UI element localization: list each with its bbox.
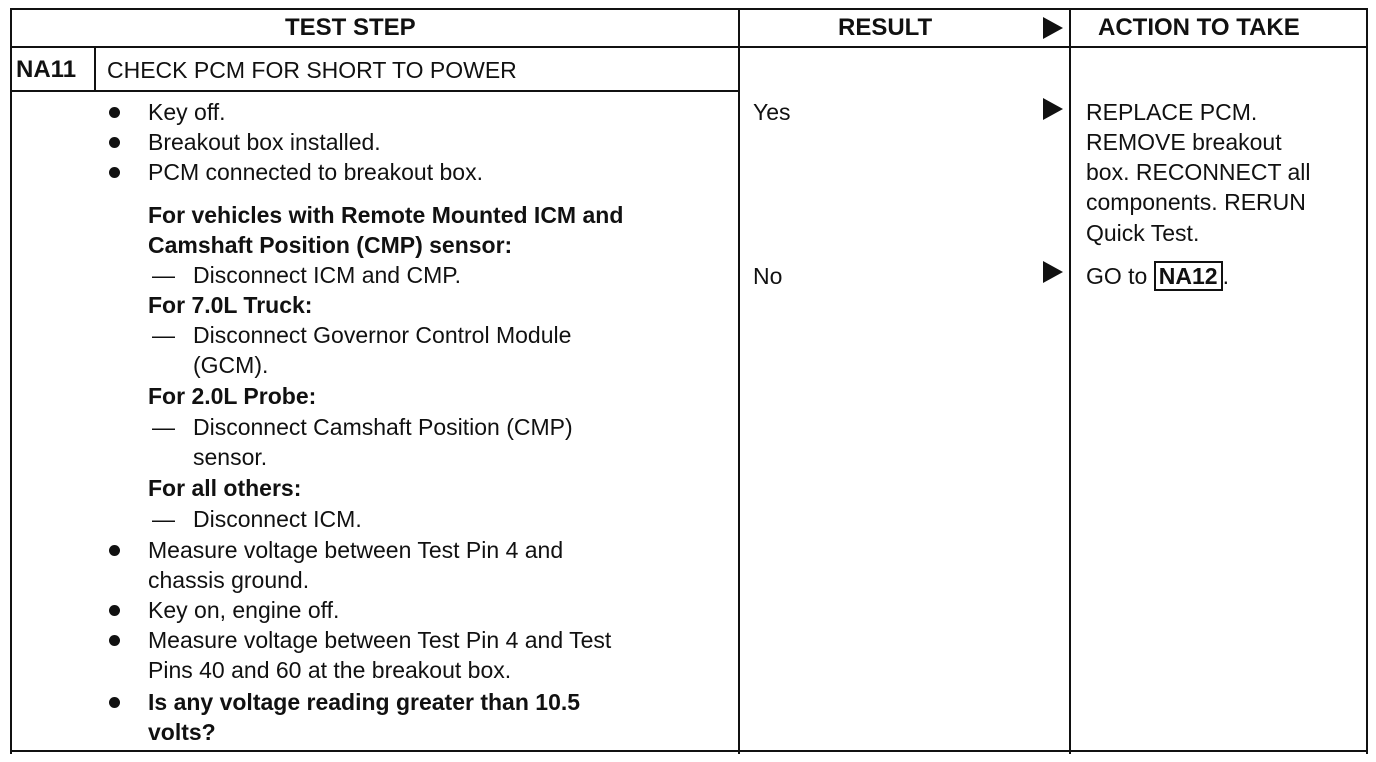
test-step-column-divider [738, 8, 740, 754]
bullet-icon [109, 107, 120, 118]
test-line: chassis ground. [148, 567, 310, 593]
test-condition-heading: For all others: [148, 475, 302, 501]
test-line: sensor. [193, 444, 268, 470]
bullet-icon [109, 167, 120, 178]
step-title: CHECK PCM FOR SHORT TO POWER [107, 57, 517, 83]
result-yes: Yes [753, 99, 791, 125]
test-condition-heading: For 7.0L Truck: [148, 292, 313, 318]
action-line: REMOVE breakout [1086, 129, 1282, 155]
table-left-border [10, 8, 12, 754]
test-line: Pins 40 and 60 at the breakout box. [148, 657, 512, 683]
step-id: NA11 [16, 56, 77, 83]
test-condition-heading: For 2.0L Probe: [148, 383, 317, 409]
test-line: Breakout box installed. [148, 129, 381, 155]
header-arrow-icon [1043, 17, 1063, 39]
result-no: No [753, 263, 783, 289]
test-line: (GCM). [193, 352, 269, 378]
bullet-icon [109, 137, 120, 148]
dash-mark: — [152, 322, 175, 348]
test-question: Is any voltage reading greater than 10.5 [148, 689, 581, 715]
step-title-bottom-border [10, 90, 739, 92]
test-question: volts? [148, 719, 216, 745]
header-result: RESULT [838, 14, 933, 41]
goto-na12-link[interactable]: NA12 [1154, 261, 1223, 291]
test-line: Measure voltage between Test Pin 4 and [148, 537, 564, 563]
action-line: REPLACE PCM. [1086, 99, 1258, 125]
result-arrow-icon [1043, 98, 1063, 120]
result-column-divider [1069, 8, 1071, 754]
test-line: PCM connected to breakout box. [148, 159, 483, 185]
dash-mark: — [152, 506, 175, 532]
bullet-icon [109, 605, 120, 616]
result-arrow-icon [1043, 261, 1063, 283]
bullet-icon [109, 635, 120, 646]
test-line: Measure voltage between Test Pin 4 and Test [148, 627, 612, 653]
action-line: Quick Test. [1086, 220, 1200, 246]
test-line: Key off. [148, 99, 226, 125]
action-goto-prefix: GO to [1086, 263, 1148, 289]
test-line: Disconnect Camshaft Position (CMP) [193, 414, 573, 440]
header-action-to-take: ACTION TO TAKE [1098, 14, 1300, 41]
test-condition-heading: Camshaft Position (CMP) sensor: [148, 232, 513, 258]
header-bottom-border [10, 46, 1368, 48]
action-goto [1086, 261, 1229, 291]
table-top-border [10, 8, 1368, 10]
test-line: Disconnect ICM and CMP. [193, 262, 462, 288]
action-goto-suffix: . [1222, 263, 1229, 289]
test-condition-heading: For vehicles with Remote Mounted ICM and [148, 202, 624, 228]
table-bottom-border [10, 750, 1368, 752]
test-line: Disconnect ICM. [193, 506, 362, 532]
action-line: box. RECONNECT all [1086, 159, 1311, 185]
bullet-icon [109, 545, 120, 556]
dash-mark: — [152, 414, 175, 440]
bullet-icon [109, 697, 120, 708]
test-line: Disconnect Governor Control Module [193, 322, 572, 348]
dash-mark: — [152, 262, 175, 288]
test-line: Key on, engine off. [148, 597, 340, 623]
table-right-border [1366, 8, 1368, 754]
step-id-divider [94, 48, 96, 90]
action-line: components. RERUN [1086, 189, 1306, 215]
header-test-step: TEST STEP [285, 14, 416, 41]
